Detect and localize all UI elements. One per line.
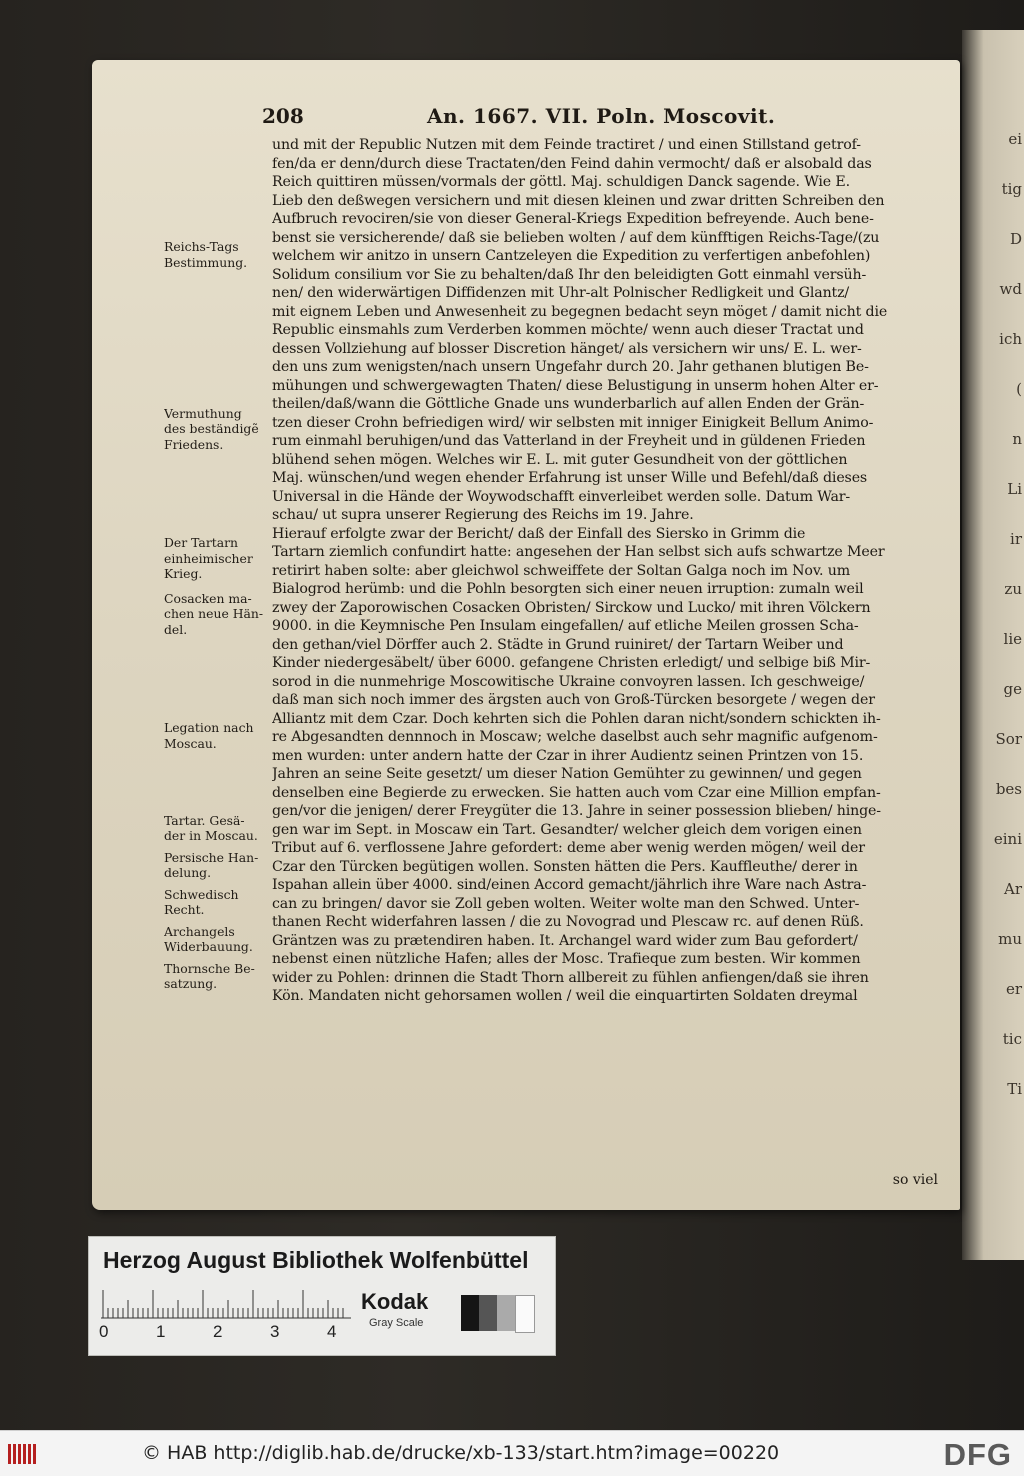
- ruler-number: 3: [270, 1322, 280, 1341]
- text-line: denselben eine Begierde zu erwecken. Sie hatten auch vom Czar eine Million empfan-: [272, 784, 881, 801]
- text-line: Bialogrod herümb: und die Pohln besorgten sich einer neuen irruption: zumaln weil: [272, 581, 864, 597]
- margin-note: [164, 535, 276, 582]
- margin-note-line: der in Moscau.: [164, 828, 258, 843]
- viewer-footer: [0, 1430, 1024, 1476]
- hab-logo-icon: [6, 1441, 42, 1467]
- text-line: theilen/daß/wann die Göttliche Gnade uns wunderbarlich auf allen Enden der Grän-: [272, 396, 865, 412]
- text-line: welchem wir anitzo in unsern Cantzeleyen die Expedition zu verfertigen anbefohlen): [272, 248, 871, 264]
- text-line: Kön. Mandaten nicht gehorsamen wollen / weil die einquartirten Soldaten dreymal: [272, 988, 858, 1004]
- text-line: Universal in die Hände der Woywodschafft einverleibet werden solle. Datum War-: [272, 488, 851, 505]
- margin-note-line: Widerbauung.: [164, 939, 253, 954]
- text-line: Gräntzen was zu prætendiren haben. It. Archangel ward wider zum Bau gefordert/: [272, 932, 858, 949]
- margin-note: [164, 813, 276, 844]
- margin-note-line: des beständigẽ: [164, 421, 259, 436]
- text-line: Aufbruch revociren/sie von dieser General-Kriegs Expedition befreyende. Auch bene-: [272, 211, 874, 227]
- neighbor-text-fragment: ge: [1003, 680, 1022, 698]
- text-line: thanen Recht widerfahren lassen / die zu Novograd und Plescaw rc. auf denen Rüß.: [272, 914, 864, 930]
- text-line: re Abgesandten dennnoch in Moscaw; welche daselbst auch sehr magnific aufgenom-: [272, 729, 878, 745]
- margin-note-line: Cosacken ma-: [164, 590, 252, 606]
- text-line: Kinder niedergesäbelt/ über 6000. gefangene Christen erledigt/ und selbige biß Mir-: [272, 655, 871, 671]
- margin-note-line: chen neue Hän-: [164, 606, 264, 621]
- margin-note: [164, 239, 276, 270]
- margin-note: [164, 720, 276, 751]
- text-line: Tribut auf 6. verflossene Jahre gefordert: deme aber wenig werden mögen/ weil der: [272, 840, 865, 856]
- neighbor-text-fragment: ir: [1010, 530, 1022, 548]
- margin-note-line: Der Tartarn: [164, 535, 239, 550]
- running-title: An. 1667. VII. Poln. Moscovit.: [427, 104, 776, 128]
- dfg-logo: DFG: [943, 1437, 1012, 1472]
- measure-ruler: [101, 1289, 351, 1319]
- margin-note-line: Persische Han-: [164, 849, 259, 865]
- margin-note-line: Thornsche Be-: [164, 960, 255, 976]
- text-line: Ispahan allein über 4000. sind/einen Accord gemacht/jährlich ihre Ware nach Astra-: [272, 877, 867, 893]
- text-line: benst sie versicherende/ daß sie belieben wolten / auf dem künfftigen Reichs-Tage/(zu: [272, 229, 880, 246]
- ruler-number: 0: [99, 1322, 109, 1341]
- catchword: so viel: [892, 1172, 938, 1188]
- neighbor-text-fragment: mu: [998, 930, 1022, 948]
- book-page: [92, 60, 960, 1210]
- neighbor-text-fragment: zu: [1004, 580, 1022, 598]
- text-line: mühungen und schwergewagten Thaten/ diese Belustigung in unserm hohen Alter er-: [272, 377, 879, 394]
- swatch-black: [461, 1295, 479, 1331]
- text-line: nen/ den widerwärtigen Diffidenzen mit Uhr-alt Polnischer Redligkeit und Glantz/: [272, 285, 850, 301]
- text-line: Reich quittiren müssen/vormals der göttl. Maj. schuldigen Danck sagende. Wie E.: [272, 174, 850, 190]
- margin-note-line: Bestimmung.: [164, 254, 248, 270]
- page-number: 208: [262, 104, 304, 128]
- text-line: Hierauf erfolgte zwar der Bericht/ daß der Einfall des Siersko in Grimm die: [272, 525, 806, 542]
- ruler-number: 2: [213, 1322, 223, 1341]
- text-line: dessen Vollziehung auf blosser Discretion hänget/ als versichern wir uns/ E. L. wer-: [272, 340, 862, 357]
- margin-note-line: Krieg.: [164, 566, 203, 581]
- ruler-number: 1: [156, 1322, 166, 1341]
- text-line: tzen dieser Crohn befriedigen wird/ wir selbsten mit inniger Einigkeit Bellum Animo-: [272, 414, 874, 431]
- neighbor-text-fragment: er: [1005, 980, 1022, 998]
- neighbor-text-fragment: ich: [999, 330, 1022, 348]
- text-line: Alliantz mit dem Czar. Doch kehrten sich die Pohlen daran nicht/sondern schickten ih-: [272, 710, 881, 727]
- margin-note-line: Schwedisch: [164, 886, 239, 902]
- text-line: Solidum consilium vor Sie zu behalten/daß Ihr den beleidigten Gott einmahl versüh-: [272, 266, 867, 283]
- ruler-number: 4: [327, 1322, 337, 1341]
- body-text: [272, 136, 938, 1006]
- text-line: den uns zum wenigsten/nach unsern Ungefahr durch 20. Jahr gethanen blutigen Be-: [272, 359, 869, 375]
- text-line: rum einmahl beruhigen/und das Vatterland in der Freyheit und in güldenen Frieden: [272, 433, 866, 449]
- margin-note-line: einheimischer: [164, 550, 253, 566]
- text-line: gen/vor die jenigen/ derer Freygüter die 13. Jahre in seiner possession blieben/ hinge-: [272, 803, 881, 819]
- text-line: men wurden: unter andern hatte der Czar in ihrer Audientz seinen Printzen von 15.: [272, 747, 864, 764]
- margin-note-line: Moscau.: [164, 735, 217, 751]
- text-line: Tartarn ziemlich confundirt hatte: angesehen der Han selbst sich aufs schwartze Meer: [272, 544, 885, 560]
- library-name: Herzog August Bibliothek Wolfenbüttel: [103, 1247, 529, 1273]
- margin-note: [164, 406, 276, 453]
- margin-note-line: satzung.: [164, 976, 218, 991]
- text-line: 9000. in die Keymnische Pen Insulam eingefallen/ auf etliche Meilen grossen Scha-: [272, 618, 859, 634]
- margin-note-line: del.: [164, 621, 188, 637]
- margin-note-line: Vermuthung: [164, 405, 242, 421]
- copyright-url[interactable]: © HAB http://diglib.hab.de/drucke/xb-133/start.htm?image=00220: [142, 1442, 780, 1464]
- text-line: can zu bringen/ davor sie Zoll geben wolten. Weiter wolte man den Schwed. Unter-: [272, 895, 860, 912]
- neighbor-text-fragment: Li: [1007, 480, 1022, 498]
- text-line: retirirt haben solte: aber gleichwol schweiffete der Soltan Galga noch im Nov. um: [272, 562, 851, 579]
- neighbor-text-fragment: Ti: [1007, 1080, 1022, 1098]
- margin-note: [164, 924, 276, 955]
- neighbor-text-fragment: n: [1012, 430, 1022, 448]
- text-line: Jahren an seine Seite gesetzt/ um dieser Nation Gemühter zu gewinnen/ und gegen: [272, 766, 862, 782]
- margin-note: [164, 961, 276, 992]
- margin-note-line: Friedens.: [164, 436, 224, 452]
- margin-note-line: Archangels: [164, 923, 235, 939]
- text-line: sorod in die nunmehrige Moscowitische Ukraine convoyren lassen. Ich geschweige/: [272, 673, 865, 690]
- neighbor-text-fragment: lie: [1003, 630, 1022, 648]
- margin-note-line: Legation nach: [164, 720, 254, 735]
- neighbor-text-fragment: Ar: [1003, 880, 1022, 898]
- text-line: Republic einsmahls zum Verderben kommen möchte/ wenn auch dieser Tractat und: [272, 322, 864, 338]
- text-line: Lieb den deßwegen versichern und mit diesen kleinen und zwar dritten Schreiben den: [272, 192, 885, 209]
- neighbor-text-fragment: (: [1016, 380, 1022, 398]
- margin-note: [164, 887, 276, 918]
- neighbor-text-fragment: bes: [995, 780, 1022, 798]
- text-line: zwey der Zaporowischen Cosacken Obristen/ Sirckow und Lucko/ mit ihren Völckern: [272, 599, 871, 616]
- text-line: schau/ ut supra unserer Regierung des Reichs im 19. Jahre.: [272, 507, 694, 523]
- neighbor-text-fragment: D: [1009, 230, 1022, 248]
- text-line: den gethan/viel Dörffer auch 2. Städte in Grund ruiniret/ der Tartarn Weiber und: [272, 636, 844, 653]
- neighbor-text-fragment: tic: [1002, 1030, 1022, 1048]
- color-reference-card: [88, 1236, 556, 1356]
- gray-scale-label: Gray Scale: [369, 1317, 424, 1329]
- neighbor-text-fragment: wd: [999, 280, 1022, 298]
- margin-note-line: Tartar. Gesä-: [164, 812, 245, 828]
- neighbor-text-fragment: ei: [1008, 130, 1022, 148]
- neighbor-text-fragment: eini: [993, 830, 1022, 848]
- swatch-dark-gray: [479, 1295, 497, 1331]
- margin-note-line: Reichs-Tags: [164, 239, 239, 254]
- text-line: mit eignem Leben und Anwesenheit zu begegnen bedacht seyn möget / damit nicht die: [272, 303, 888, 320]
- margin-note-line: delung.: [164, 865, 212, 880]
- text-line: gen war im Sept. in Moscaw ein Tart. Gesandter/ welcher gleich dem vorigen einen: [272, 821, 862, 838]
- text-line: Maj. wünschen/und wegen ehender Erfahrung ist unser Wille und Befehl/daß dieses: [272, 470, 868, 486]
- text-line: daß man sich noch immer des ärgsten auch von Groß-Türcken besorgete / wegen der: [272, 692, 875, 708]
- text-line: und mit der Republic Nutzen mit dem Feinde tractiret / und einen Stillstand getrof-: [272, 137, 861, 153]
- text-line: fen/da er denn/durch diese Tractaten/den Feind dahin vermocht/ daß er alsobald das: [272, 155, 872, 172]
- margin-note: [164, 850, 276, 881]
- text-line: wider zu Pohlen: drinnen die Stadt Thorn allbereit zu fühlen anfiengen/daß sie ihren: [272, 969, 869, 986]
- text-line: Czar den Türcken begütigen wollen. Sonsten hätten die Pers. Kauffleuthe/ derer in: [272, 858, 858, 875]
- swatch-white: [515, 1295, 535, 1333]
- text-line: nebenst einen nützliche Hafen; alles der Mosc. Trafieque zum besten. Wir kommen: [272, 951, 861, 967]
- swatch-light-gray: [497, 1295, 515, 1331]
- neighbor-text-fragment: Sor: [995, 730, 1022, 748]
- neighbor-page-edge: [962, 30, 1024, 1260]
- text-line: blühend sehen mögen. Welches wir E. L. mit guter Gesundheit von der göttlichen: [272, 451, 848, 468]
- neighbor-text-fragment: tig: [1001, 180, 1022, 198]
- margin-note: [164, 591, 276, 638]
- margin-note-line: Recht.: [164, 902, 205, 917]
- kodak-logo: Kodak: [361, 1289, 429, 1314]
